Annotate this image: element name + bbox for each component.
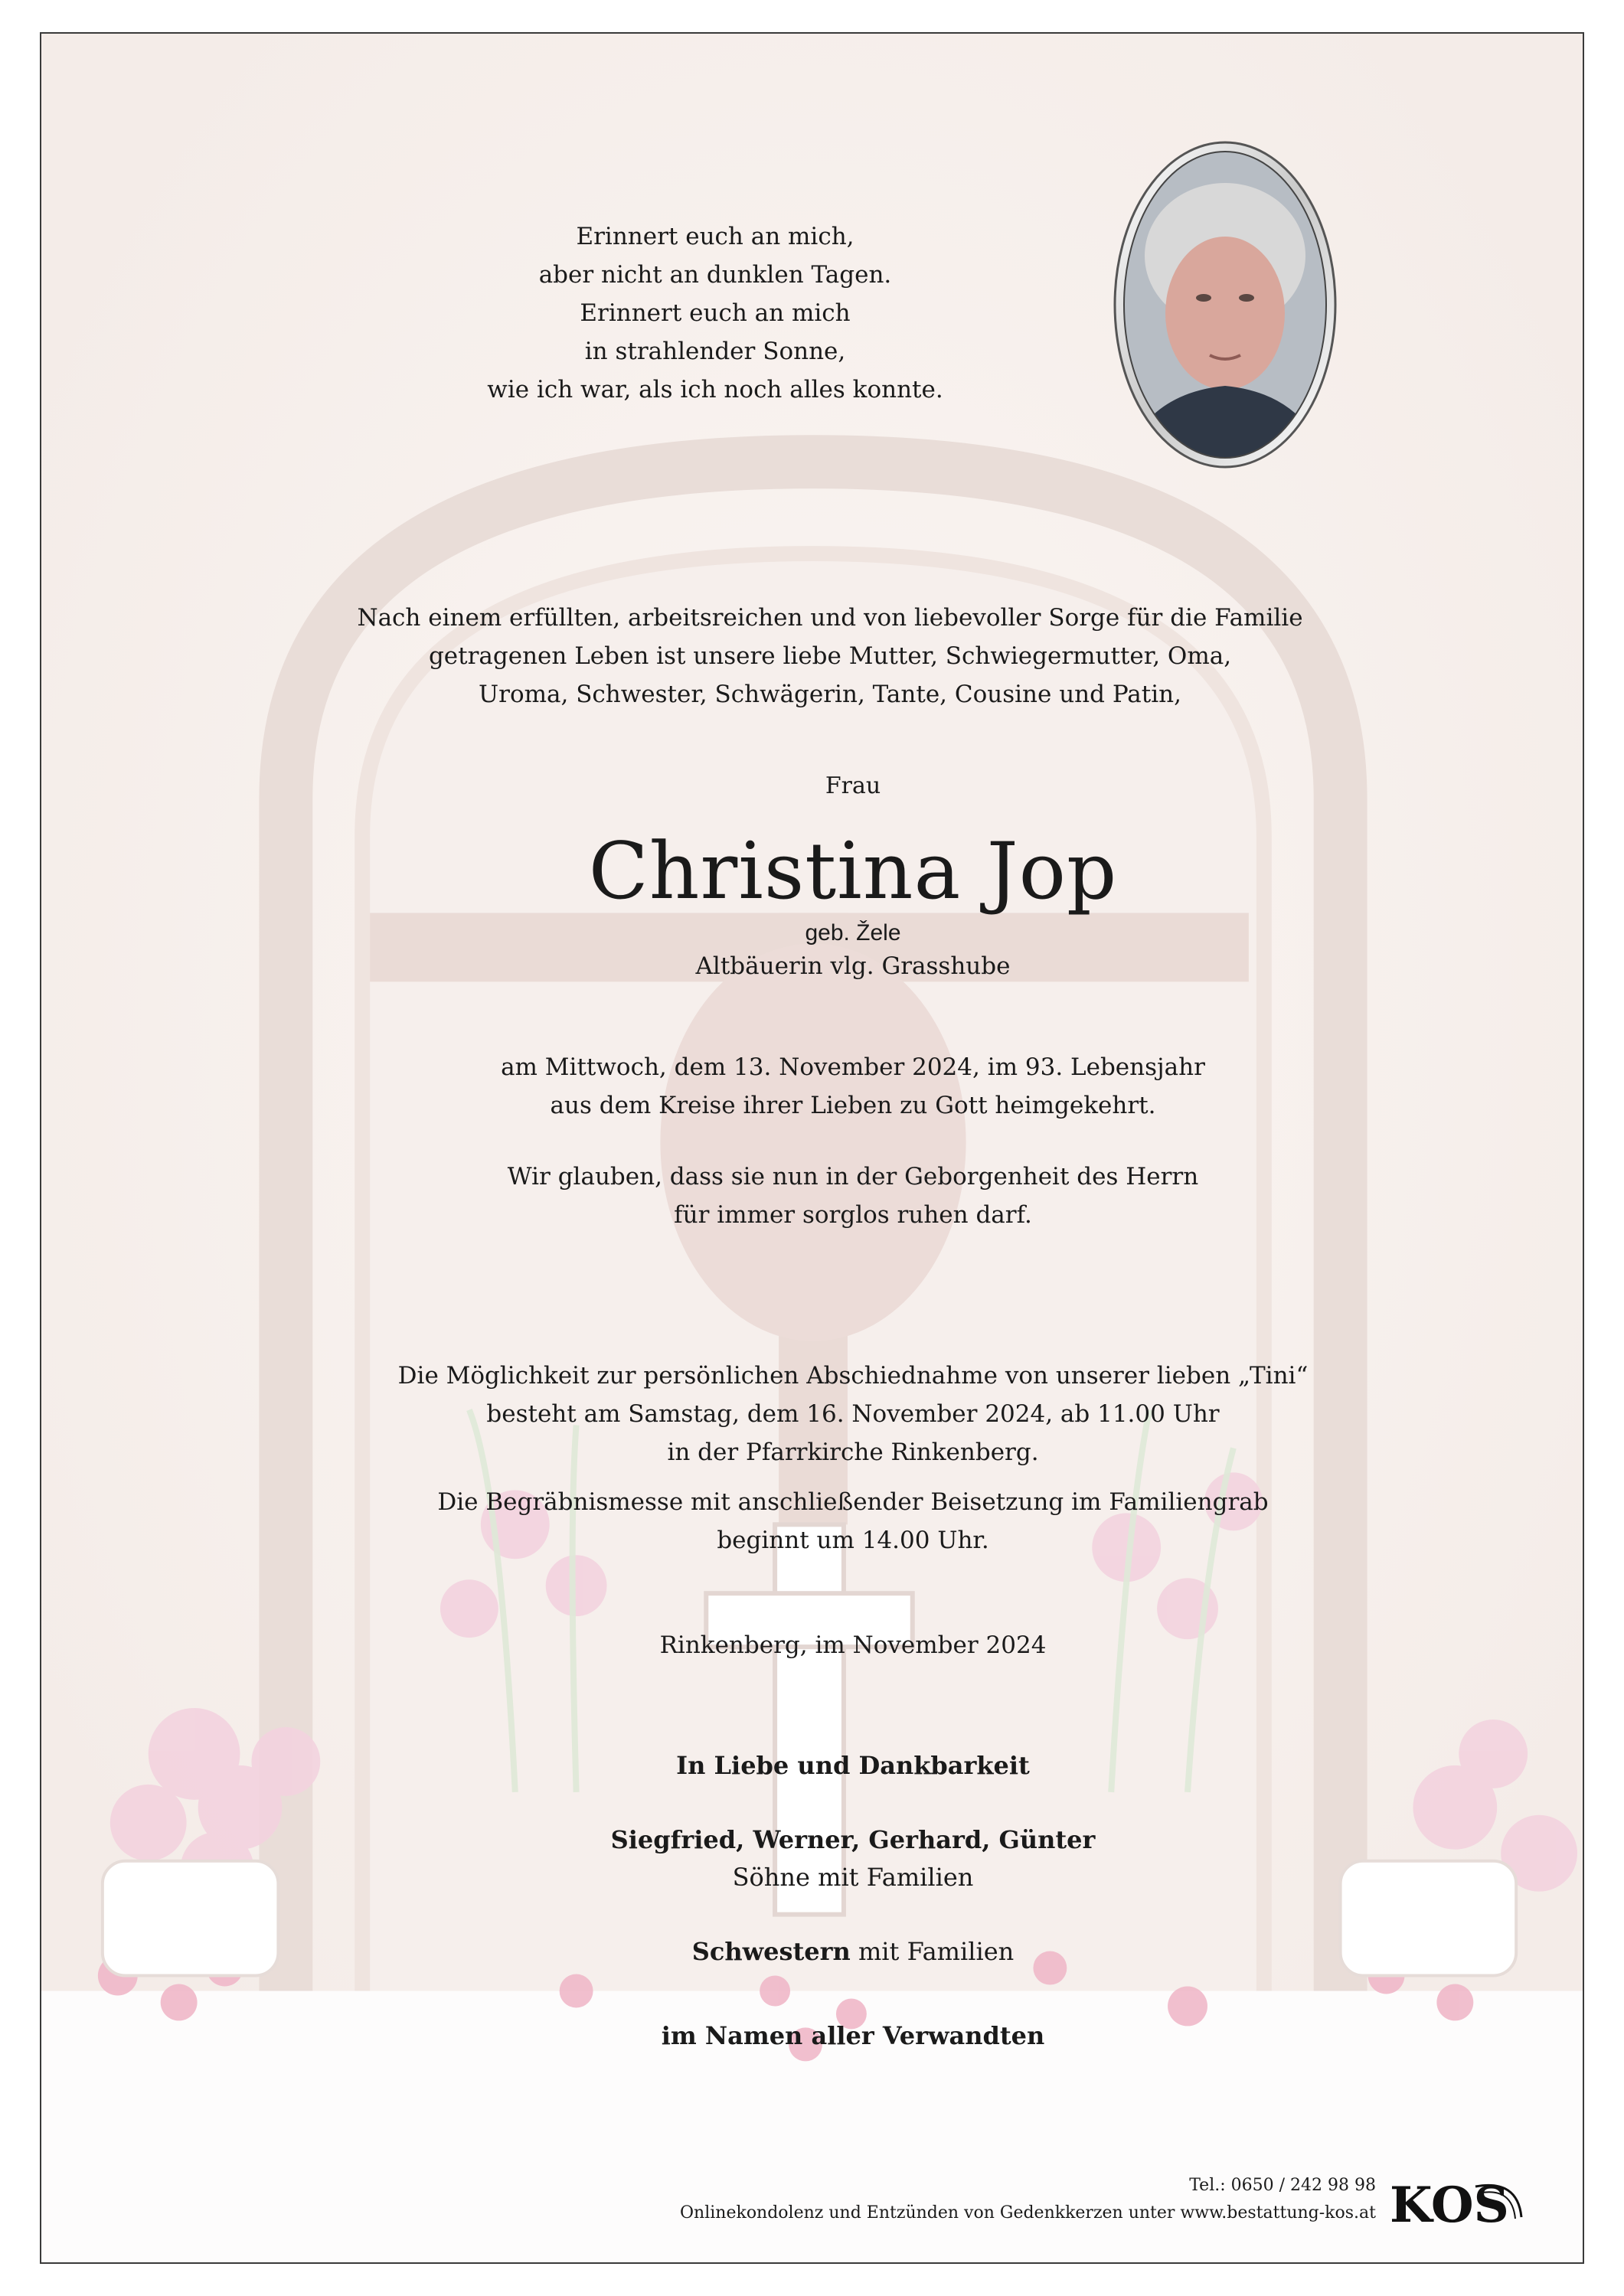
death-line: aus dem Kreise ihrer Lieben zu Gott heimgekehrt. <box>550 1092 1156 1119</box>
farewell-details <box>332 1357 1374 1471</box>
farewell-line: in der Pfarrkirche Rinkenberg. <box>667 1439 1039 1466</box>
funeral-line: Die Begräbnismesse mit anschließender Beisetzung im Familiengrab <box>437 1488 1269 1516</box>
phone-number: Tel.: 0650 / 242 98 98 <box>1189 2176 1376 2195</box>
svg-text:KOS: KOS <box>1390 2177 1509 2232</box>
obituary-frame <box>40 32 1584 2264</box>
faith-statement <box>332 1158 1374 1234</box>
sons-names: Siegfried, Werner, Gerhard, Günter <box>610 1825 1096 1854</box>
deceased-name: Christina Jop <box>588 826 1118 917</box>
farewell-line: besteht am Samstag, dem 16. November 2024, ab 11.00 Uhr <box>486 1400 1220 1428</box>
place-date-line: Rinkenberg, im November 2024 <box>659 1631 1047 1659</box>
death-line: am Mittwoch, dem 13. November 2024, im 93. Lebensjahr <box>501 1053 1205 1081</box>
memorial-poem <box>470 217 960 409</box>
funeral-details <box>332 1483 1374 1560</box>
faith-line: Wir glauben, dass sie nun in der Geborgenheit des Herrn <box>507 1163 1199 1190</box>
deceased-description: Altbäuerin vlg. Grasshube <box>695 952 1011 980</box>
poem-line: Erinnert euch an mich, <box>576 223 854 250</box>
relatives-line: im Namen aller Verwandten <box>661 2021 1045 2050</box>
farewell-line: Die Möglichkeit zur persönlichen Abschiednahme von unserer lieben „Tini“ <box>397 1362 1309 1390</box>
sisters-line <box>485 1932 1220 1971</box>
intro-line: Nach einem erfüllten, arbeitsreichen und von liebevoller Sorge für die Familie <box>357 604 1303 632</box>
sisters-label: Schwestern <box>691 1937 851 1966</box>
faith-line: für immer sorglos ruhen darf. <box>674 1201 1032 1229</box>
portrait-photo <box>1113 141 1337 469</box>
footer <box>534 2174 1529 2236</box>
funeral-line: beginnt um 14.00 Uhr. <box>717 1527 989 1554</box>
kos-logo <box>1384 2171 1529 2232</box>
intro-line: getragenen Leben ist unsere liebe Mutter, Schwiegermutter, Oma, <box>428 642 1232 670</box>
death-announcement <box>332 1048 1374 1125</box>
intro-line: Uroma, Schwester, Schwägerin, Tante, Cousine und Patin, <box>479 681 1181 708</box>
birth-name: geb. Žele <box>805 920 901 946</box>
place-date <box>332 1626 1374 1664</box>
online-condolence-note: Onlinekondolenz und Entzünden von Gedenkkerzen unter www.bestattung-kos.at <box>680 2203 1376 2223</box>
sons-role: Söhne mit Familien <box>732 1863 974 1892</box>
sisters-suffix: mit Familien <box>850 1937 1015 1966</box>
poem-line: wie ich war, als ich noch alles konnte. <box>487 376 943 403</box>
poem-line: in strahlender Sonne, <box>584 338 846 365</box>
poem-line: Erinnert euch an mich <box>580 299 851 327</box>
poem-line: aber nicht an dunklen Tagen. <box>538 261 892 289</box>
mourners-heading: In Liebe und Dankbarkeit <box>676 1751 1030 1780</box>
obituary-intro <box>294 599 1366 714</box>
salutation: Frau <box>825 772 881 799</box>
